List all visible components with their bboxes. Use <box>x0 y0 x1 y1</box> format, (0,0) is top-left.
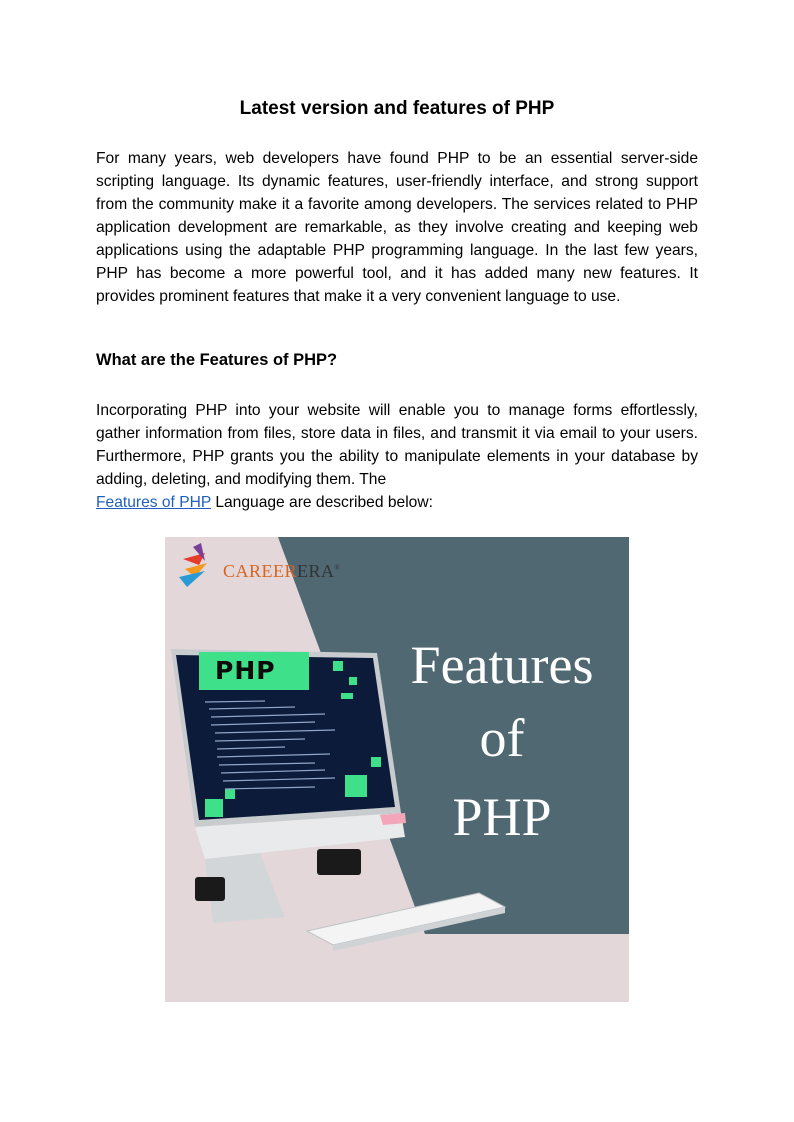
logo-wordmark <box>223 561 340 582</box>
features-paragraph <box>96 399 698 514</box>
banner-text-of: of <box>479 708 525 768</box>
banner-text-features: Features <box>410 635 594 695</box>
section-heading: What are the Features of PHP? <box>96 351 338 369</box>
banner-artwork <box>165 537 629 1002</box>
banner-text-php: PHP <box>452 787 552 847</box>
logo-part-era: ERA <box>297 561 335 581</box>
features-banner-image <box>165 537 629 1002</box>
features-of-php-link[interactable]: Features of PHP <box>96 494 211 511</box>
monitor-back-box <box>317 849 361 875</box>
features-paragraph-text: Incorporating PHP into your website will enable you to manage forms effortlessly, gather information from files, store data in files, and transmit it via email to your users. Furthermore, PHP grants you the ability to manipulate elements in your database by adding, deleting, and modifying them. The <box>96 402 698 488</box>
logo-part-career: CAREER <box>223 561 298 581</box>
document-title: Latest version and features of PHP <box>239 98 555 119</box>
careerera-logo <box>179 541 341 591</box>
features-paragraph-end: Language are described below: <box>211 494 433 511</box>
intro-paragraph: For many years, web developers have found PHP to be an essential server-side scripting language. Its dynamic features, user-friendly interface, and strong support from the community make it a favorite among developers. The services related to PHP application development are remarkable, as they involve creating and keeping web applications using the adaptable PHP programming language. In the last few years, PHP has become a more powerful tool, and it has added many new features. It provides prominent features that make it a very convenient language to use. <box>96 150 698 305</box>
logo-registered-mark: ® <box>334 564 341 572</box>
screen-php-label: PHP <box>215 656 276 685</box>
monitor-side-box <box>195 877 225 901</box>
